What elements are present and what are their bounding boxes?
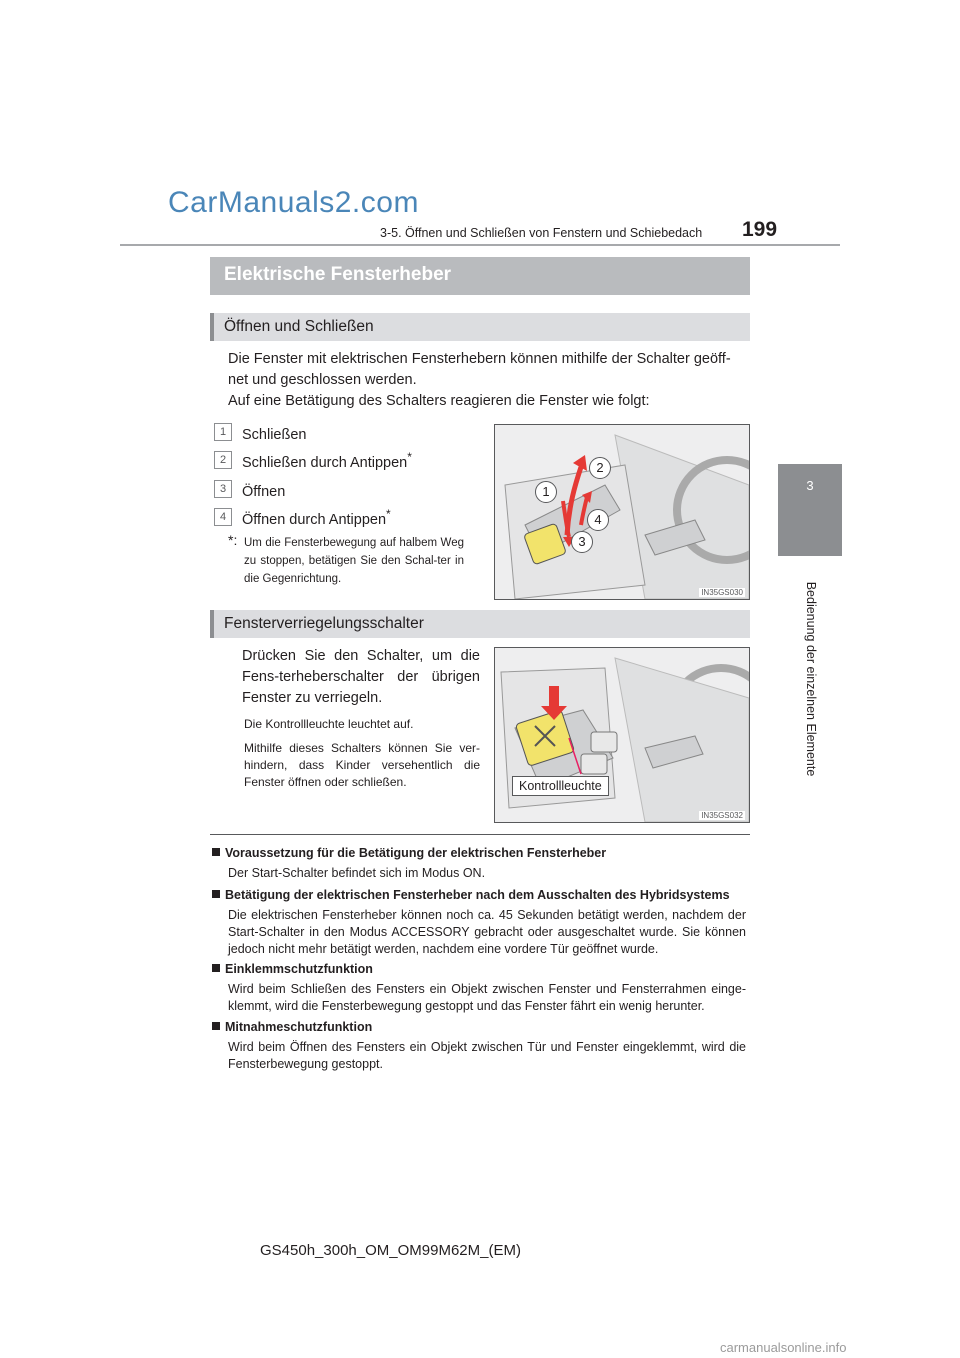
section-header-title: 3-5. Öffnen und Schließen von Fenstern und Schiebedach [380,226,703,240]
chapter-title-text: Bedienung der einzelnen Elemente [804,581,818,777]
item-label-close-tap: Schließen durch Antippen* [242,450,412,471]
note-body-4: Wird beim Öffnen des Fensters ein Objekt zwischen Tür und Fenster eingeklemmt, wird die Fensterbewegung gestoppt. [228,1040,746,1071]
callout-1: 1 [535,481,557,503]
subsection-title: Öffnen und Schließen [224,318,374,335]
intro-line-3: Auf eine Betätigung des Schalters reagieren die Fenster wie folgt: [228,393,650,409]
callout-4: 4 [587,509,609,531]
item-number-2: 2 [214,451,232,469]
lock-note-1: Die Kontrollleuchte leuchtet auf. [244,717,414,731]
footer-watermark: carmanualsonline.info [720,1340,847,1355]
header-divider [120,244,840,246]
note-body-3: Wird beim Schließen des Fensters ein Objekt zwischen Fenster und Fensterrahmen einge-klemmt, wird die Fensterbewegung gestoppt und das Fenster fährt ein wenig herunter. [228,982,746,1013]
chapter-title-vertical [798,581,824,777]
item-number-1: 1 [214,423,232,441]
callout-3: 3 [571,531,593,553]
note-heading-2: Betätigung der elektrischen Fensterheber nach dem Ausschalten des Hybridsystems [212,888,730,902]
item-label-close: Schließen [242,426,307,443]
figure-window-switch [494,424,750,600]
chapter-number: 3 [806,478,814,493]
note-body-2: Die elektrischen Fensterheber können noch ca. 45 Sekunden betätigt werden, nachdem der Start-Schalter in den Modus ACCESSORY gebracht oder ausgeschaltet wurde. Sie können jedoch nicht mehr betätigt werden, nachdem eine vordere Tür geöffnet wurde. [228,908,746,956]
main-section-title: Elektrische Fensterheber [224,264,452,285]
note-heading-3: Einklemmschutzfunktion [212,962,373,976]
header-watermark: CarManuals2.com [168,186,419,219]
footnote-text: Um die Fensterbewegung auf halbem Weg zu stoppen, betätigen Sie den Schal-ter in die Gegenrichtung. [244,537,464,585]
lock-note-2: Mithilfe dieses Schalters können Sie ver-hindern, dass Kinder versehentlich die Fenster öffnen oder schließen. [244,741,480,789]
note-body-1: Der Start-Schalter befindet sich im Modus ON. [228,866,486,880]
item-number-3: 3 [214,480,232,498]
callout-2: 2 [589,457,611,479]
subsection-title-2: Fensterverriegelungsschalter [224,615,424,632]
subsection-heading-open-close [210,313,750,341]
footnote-marker: *: [228,532,238,548]
intro-line-1: Die Fenster mit elektrischen Fensterhebern können mithilfe der Schalter geöff- [228,351,731,367]
lock-switch-text: Drücken Sie den Schalter, um die Fens-terheberschalter der übrigen Fenster zu verriegeln. [242,648,480,706]
figure-lock-switch [494,647,750,823]
window-switch-illustration [495,425,749,599]
document-code: GS450h_300h_OM_OM99M62M_(EM) [260,1242,521,1259]
intro-line-2: net und geschlossen werden. [228,372,417,388]
note-heading-1: Voraussetzung für die Betätigung der elektrischen Fensterheber [212,846,606,860]
subsection-heading-lock-switch [210,610,750,638]
indicator-light-label: Kontrollleuchte [512,776,609,796]
figure-code-2: IN35GS032 [701,811,743,820]
figure-code-1: IN35GS030 [701,588,743,597]
page-number: 199 [742,218,778,241]
item-number-4: 4 [214,508,232,526]
main-section-heading [210,257,750,295]
notes-divider [210,834,750,835]
item-label-open: Öffnen [242,483,286,500]
note-heading-4: Mitnahmeschutzfunktion [212,1020,372,1034]
item-label-open-tap: Öffnen durch Antippen* [242,507,391,528]
